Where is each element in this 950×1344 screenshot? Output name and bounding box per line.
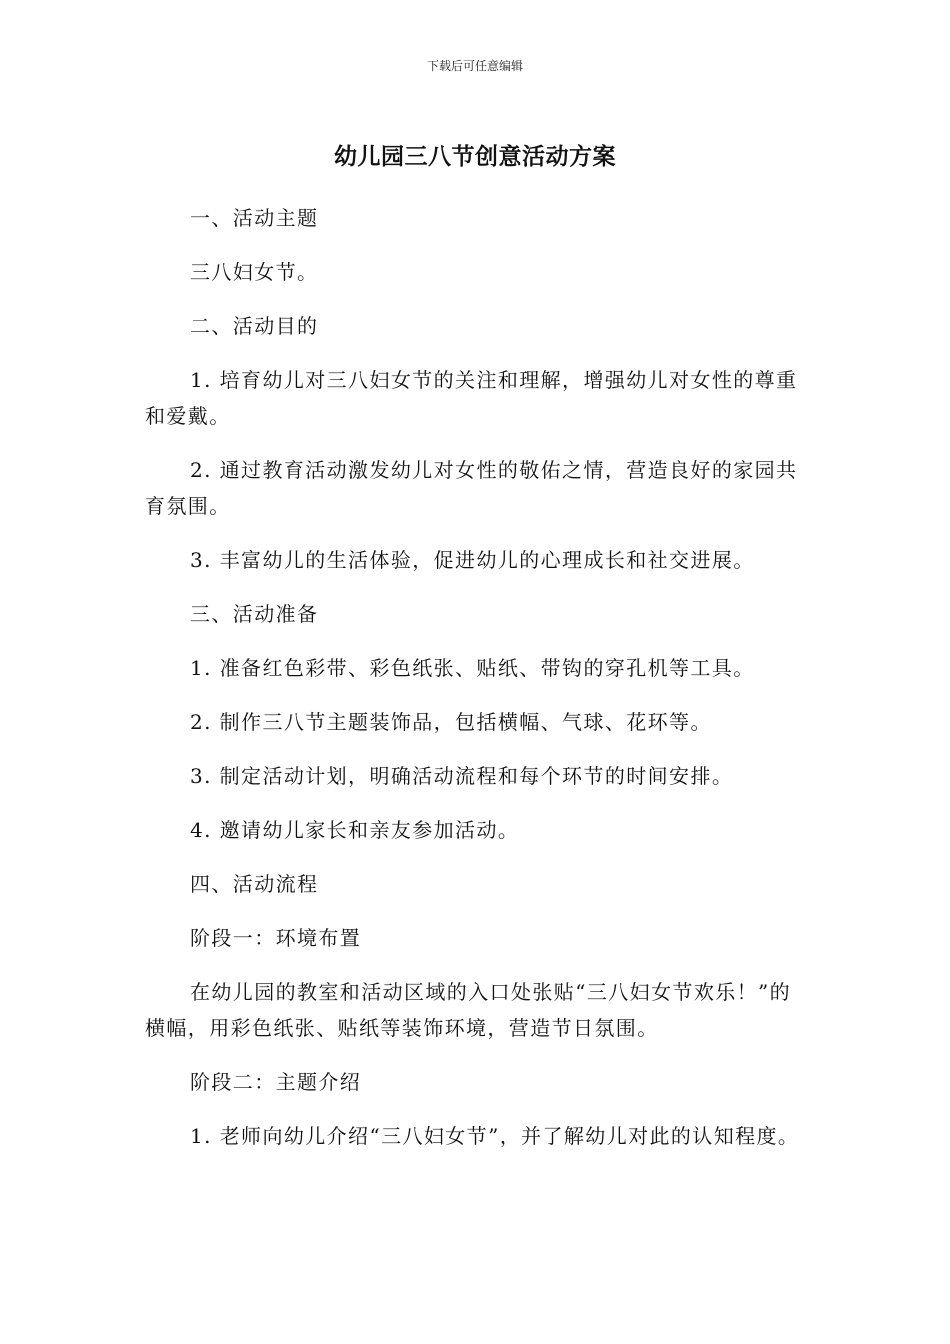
paragraph-theme: 三八妇女节。 xyxy=(190,260,319,284)
section-heading-goals: 二、活动目的 xyxy=(190,314,319,338)
stage-2-item-1: 1. 老师向幼儿介绍“三八妇女节”，并了解幼儿对此的认知程度。 xyxy=(190,1124,800,1148)
document-body xyxy=(145,200,805,1172)
section-heading-process: 四、活动流程 xyxy=(190,872,319,896)
goal-item-3: 3. 丰富幼儿的生活体验，促进幼儿的心理成长和社交进展。 xyxy=(190,548,755,572)
preparation-item-1: 1. 准备红色彩带、彩色纸张、贴纸、带钩的穿孔机等工具。 xyxy=(190,656,755,680)
preparation-item-4: 4. 邀请幼儿家长和亲友参加活动。 xyxy=(190,818,520,842)
section-heading-theme: 一、活动主题 xyxy=(190,206,319,230)
goal-item-1: 1. 培育幼儿对三八妇女节的关注和理解，增强幼儿对女性的尊重和爱戴。 xyxy=(145,368,798,428)
stage-1-heading: 阶段一：环境布置 xyxy=(190,926,362,950)
goal-item-2: 2. 通过教育活动激发幼儿对女性的敬佑之情，营造良好的家园共育氛围。 xyxy=(145,458,798,518)
document-title: 幼儿园三八节创意活动方案 xyxy=(334,144,616,170)
header-note: 下载后可任意编辑 xyxy=(426,59,523,73)
section-heading-preparation: 三、活动准备 xyxy=(190,602,319,626)
stage-2-heading: 阶段二：主题介绍 xyxy=(190,1070,362,1094)
preparation-item-3: 3. 制定活动计划，明确活动流程和每个环节的时间安排。 xyxy=(190,764,734,788)
stage-1-text: 在幼儿园的教室和活动区域的入口处张贴“三八妇女节欢乐！”的横幅，用彩色纸张、贴纸等装饰环境，营造节日氛围。 xyxy=(145,980,792,1040)
preparation-item-2: 2. 制作三八节主题装饰品，包括横幅、气球、花环等。 xyxy=(190,710,712,734)
